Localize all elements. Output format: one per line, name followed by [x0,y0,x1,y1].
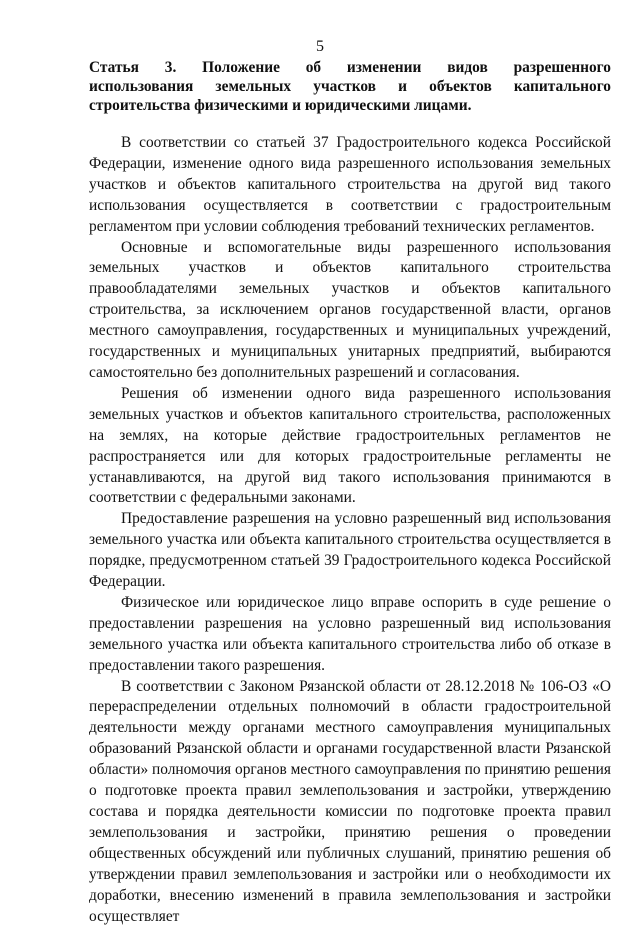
article-title-line-1: Статья 3. Положение об изменении видов разрешенного [89,59,611,76]
title-spacer [89,115,611,133]
paragraph-3: Решения об изменении одного вида разрешенного использования земельных участков и объектов капитального строительства, расположенных на землях, на которые действие градостроительных регламентов не распространяется или для которых градостроительные регламенты не устанавливаются, на другой вид такого использования принимаются в соответствии с федеральными законами. [89,384,611,507]
paragraph-1: В соответствии со статьей 37 Градостроительного кодекса Российской Федерации, изменение одного вида разрешенного использования земельных участков и объектов капитального строительства на другой вид такого использования осуществляется в соответствии с градостроительным регламентом при условии соблюдения требований технических регламентов. [89,134,611,235]
document-body [89,58,611,927]
paragraph-2: Основные и вспомогательные виды разрешенного использования земельных участков и объектов капитального строительства правообладателями земельных участков и объектов капитального строительства, за исключением органов государственной власти, органов местного самоуправления, государственных и муниципальных учреждений, государственных и муниципальных унитарных предприятий, выбираются самостоятельно без дополнительных разрешений и согласования. [89,238,611,381]
paragraph-5: Физическое или юридическое лицо вправе оспорить в суде решение о предоставлении разрешения на условно разрешенный вид использования земельного участка или объекта капитального строительства либо об отказе в предоставлении такого разрешения. [89,593,611,674]
article-title-line-3: строительства физическими и юридическими лицами. [89,97,472,114]
page-number: 5 [316,38,324,55]
article-title [89,58,611,115]
paragraph-4: Предоставление разрешения на условно разрешенный вид использования земельного участка или объекта капитального строительства осуществляется в порядке, предусмотренном статьей 39 Градостроительного кодекса Российской Федерации. [89,510,611,591]
paragraph-6: В соответствии с Законом Рязанской области от 28.12.2018 № 106-ОЗ «О перераспределении отдельных полномочий в области градостроительной деятельности между органами местного самоуправления муниципальных образований Рязанской области и органами государственной власти Рязанской области» полномочия органов местного самоуправления по принятию решения о подготовке проекта правил землепользования и застройки, утверждению состава и порядка деятельности комиссии по подготовке проекта правил землепользования и застройки, принятию решения о проведении общественных обсуждений или публичных слушаний, принятию решения об утверждении правил землепользования и застройки или о необходимости их доработки, внесению изменений в правила землепользования и застройки осуществляет [89,677,611,925]
article-title-line-2: использования земельных участков и объектов капитального [89,78,611,95]
